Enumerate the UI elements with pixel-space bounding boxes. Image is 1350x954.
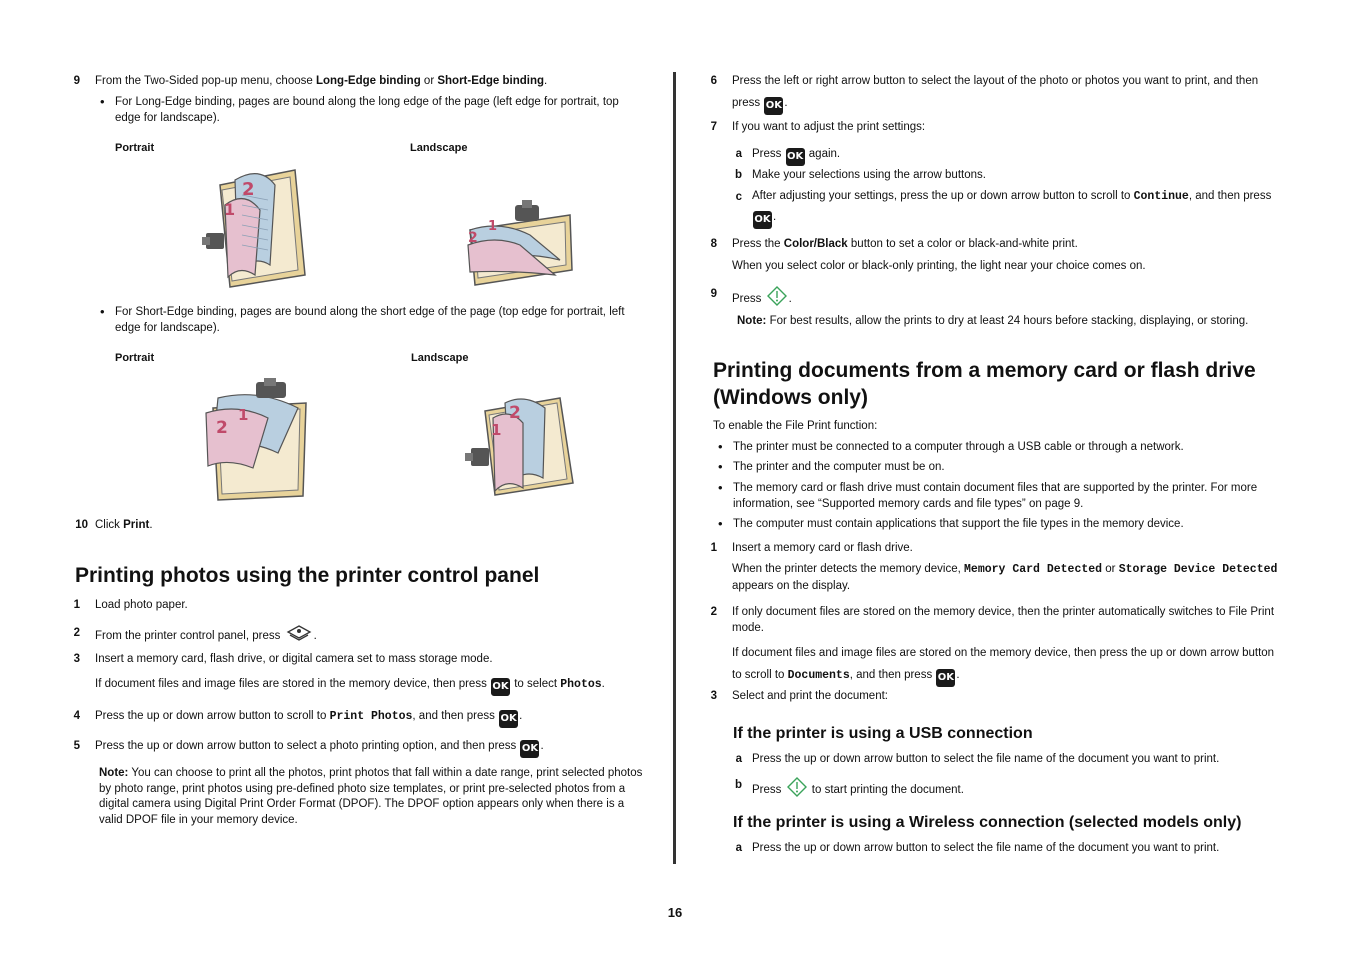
- ok-button-icon: OK: [786, 148, 805, 166]
- ok-button-icon: OK: [520, 740, 539, 758]
- intro-file-print: To enable the File Print function:: [713, 420, 878, 432]
- column-divider: [673, 72, 676, 864]
- binding-landscape-long-edge-illustration: [460, 200, 580, 290]
- start-button-icon: [767, 286, 787, 306]
- requirement-bullet-1: • The printer must be connected to a computer through a USB cable or through a network.: [733, 439, 1283, 455]
- svg-text:1: 1: [224, 200, 236, 219]
- label-landscape-1: Landscape: [410, 142, 468, 154]
- label-portrait-2: Portrait: [115, 352, 155, 364]
- svg-text:1: 1: [491, 421, 502, 439]
- ok-button-icon: OK: [764, 97, 783, 115]
- ok-button-icon: OK: [936, 669, 955, 687]
- heading-usb-connection: If the printer is using a USB connection: [733, 725, 1033, 742]
- svg-text:2: 2: [509, 403, 521, 423]
- requirement-bullet-4: • The computer must contain applications that support the file types in the memory device.: [733, 516, 1283, 532]
- heading-printing-documents: Printing documents from a memory card or flash drive (Windows only): [713, 359, 1256, 409]
- requirement-bullet-3: • The memory card or flash drive must contain document files that are supported by the printer. For more information, see “Supported memory cards and file types” on page 9.: [733, 480, 1283, 512]
- binding-portrait-short-edge-illustration: [198, 378, 318, 503]
- label-landscape-2: Landscape: [411, 352, 469, 364]
- label-portrait-1: Portrait: [115, 142, 155, 154]
- heading-printing-photos: Printing photos using the printer control panel: [75, 564, 540, 587]
- binding-landscape-short-edge-illustration: [465, 393, 580, 503]
- svg-text:2: 2: [242, 179, 255, 200]
- ok-button-icon: OK: [753, 211, 772, 229]
- note-photo-options: Note: You can choose to print all the photos, print photos that fall within a date range, print selected photos by photo range, print photos using pre-defined photo size templates, or print pre-selected photos from a digital camera using Digital Print Order Format (DPOF). The DPOF option appears only when there is a valid DPOF file in your memory device.: [99, 767, 643, 826]
- ok-button-icon: OK: [499, 710, 518, 728]
- bullet-short-edge: • For Short-Edge binding, pages are bound along the short edge of the page (top edge for portrait, left edge for landscape).: [115, 304, 640, 336]
- binding-portrait-long-edge-illustration: [200, 165, 315, 290]
- requirement-bullet-2: • The printer and the computer must be on.: [733, 459, 1283, 475]
- note-drying: Note: For best results, allow the prints to dry at least 24 hours before stacking, displaying, or storing.: [737, 315, 1249, 327]
- svg-text:1: 1: [488, 219, 498, 234]
- svg-text:1: 1: [238, 406, 249, 424]
- heading-wireless-connection: If the printer is using a Wireless connection (selected models only): [733, 814, 1242, 831]
- photo-button-icon: [286, 625, 312, 643]
- ok-button-icon: OK: [491, 678, 510, 696]
- bullet-long-edge: • For Long-Edge binding, pages are bound along the long edge of the page (left edge for portrait, top edge for landscape).: [115, 94, 640, 126]
- svg-text:2: 2: [216, 418, 228, 438]
- svg-text:2: 2: [468, 230, 478, 246]
- page-number: 16: [667, 905, 683, 920]
- start-button-icon: [787, 777, 807, 797]
